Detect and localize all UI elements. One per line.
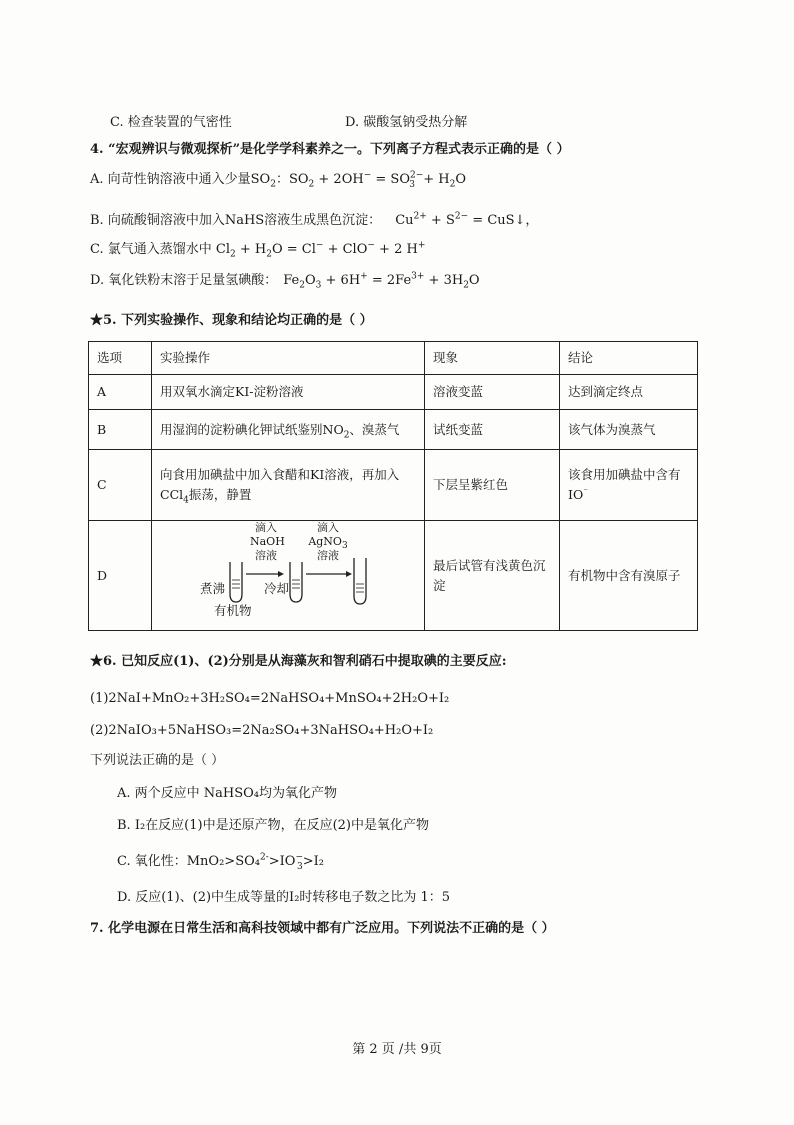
q4-c-eq1: + H [235, 242, 267, 257]
row-c-op-a: 向食用加碘盐中加入食醋和KI溶液，再加入CCl [160, 467, 400, 502]
q6-reaction-2: (2)2NaIO₃+5NaHSO₃=2Na₂SO₄+3NaHSO₄+H₂O+I₂ [90, 723, 434, 738]
row-c-phenomenon: 下层呈紫红色 [425, 450, 560, 521]
q6-option-a: A. 两个反应中 NaHSO₄均为氧化产物 [117, 786, 338, 801]
row-b-phenomenon: 试纸变蓝 [425, 410, 560, 450]
table-row [89, 410, 698, 450]
row-d-option: D [89, 521, 152, 631]
q4-b-text: B. 向硫酸铜溶液中加入NaHS溶液生成黑色沉淀： [90, 213, 382, 228]
row-b-conclusion: 该气体为溴蒸气 [560, 410, 698, 450]
arrow-1-head [278, 571, 284, 577]
row-c-conclusion [560, 450, 698, 521]
q4-d-eq2: O [304, 273, 316, 288]
step2-line2: AgNO$_3$ [308, 534, 348, 551]
row-d-conclusion: 有机物中含有溴原子 [560, 521, 698, 631]
row-c-op-b: 振荡，静置 [188, 487, 252, 502]
page-number: 第 2 页 /共 9页 [352, 1042, 442, 1057]
header-phenomenon: 现象 [425, 342, 560, 375]
row-b-op-b: 、溴蒸气 [349, 421, 400, 437]
step1-line3: 溶液 [255, 548, 277, 562]
row-b-op-a: 用湿润的淀粉碘化钾试纸鉴别NO [160, 421, 344, 437]
q6-stem: ★6. 已知反应(1)、(2)分别是从海藻灰和智利硝石中提取碘的主要反应: [90, 654, 507, 669]
row-d-operation-diagram [152, 521, 425, 631]
q4-d-eq3: + 6H [321, 273, 361, 288]
option-d-nahco3-decompose: D. 碳酸氢钠受热分解 [345, 115, 468, 130]
q4-option-b: B. 向硫酸铜溶液中加入NaHS溶液生成黑色沉淀： $Cu^{2+} + S^{2-}$ = CuS↓， [90, 211, 539, 228]
row-a-phenomenon: 溶液变蓝 [425, 375, 560, 410]
q4-a-eq3: = SO [371, 172, 410, 187]
arrow-2-head [346, 571, 352, 577]
row-c-option: C [89, 450, 152, 521]
q4-c-eq3: + ClO [323, 242, 368, 257]
row-d-phenomenon: 最后试管有浅黄色沉淀 [425, 521, 560, 631]
row-a-operation: 用双氧水滴定KI-淀粉溶液 [152, 375, 425, 410]
q4-a-eq4: + H [419, 172, 450, 187]
q6-c-mid: >IO [268, 854, 296, 869]
header-operation: 实验操作 [152, 342, 425, 375]
step1-label [250, 520, 285, 563]
q5-stem: ★5. 下列实验操作、现象和结论均正确的是（ ） [90, 313, 373, 328]
q6-option-c: C. 氧化性：$MnO_2>SO_4^{2-}>IO^-_3>I_2$ [117, 852, 324, 872]
q6-option-d: D. 反应(1)、(2)中生成等量的I₂时转移电子数之比为 1：5 [117, 890, 451, 905]
row-b-option: B [89, 410, 152, 450]
step2-agno: AgNO [308, 534, 342, 548]
q4-b-eq2: + S [426, 213, 455, 228]
step2-label [308, 521, 348, 563]
q4-a-text: A. 向苛性钠溶液中通入少量SO [90, 172, 271, 187]
row-a-option: A [89, 375, 152, 410]
q4-option-a: A. 向苛性钠溶液中通入少量$SO_2$：$SO_2 + 2OH^- = SO^{2-}_3 + H_2O$ [90, 170, 467, 190]
row-a-conclusion: 达到滴定终点 [560, 375, 698, 410]
test-tube-2 [290, 562, 302, 602]
q6-reaction-1: (1)2NaI+MnO₂+3H₂SO₄=2NaHSO₄+MnSO₄+2H₂O+I₂ [90, 691, 450, 706]
q7-stem: 7. 化学电源在日常生活和高科技领域中都有广泛应用。下列说法不正确的是（ ） [90, 921, 555, 936]
table-row [89, 375, 698, 410]
organic-label: 有机物 [214, 602, 252, 618]
q4-b-eq1: Cu [395, 213, 414, 228]
q4-a-eq1: ：SO [275, 172, 309, 187]
row-b-operation: 用湿润的淀粉碘化钾试纸鉴别$NO_2$、溴蒸气 [152, 410, 425, 450]
q4-option-d: D. 氧化铁粉末溶于足量氢碘酸： $Fe_2O_3 + 6H^+ = 2Fe^{3+} + 3H_2O$ [90, 271, 480, 291]
table-row [89, 450, 698, 521]
q4-d-eq5: + 3H [424, 273, 464, 288]
q6-ask: 下列说法正确的是（ ） [90, 753, 225, 768]
q6-c-pre: C. 氧化性：MnO₂>SO₄ [117, 854, 260, 869]
q6-c-post: >I₂ [302, 854, 324, 869]
cool-label: 冷却 [264, 580, 290, 596]
q4-stem: 4. “宏观辨识与微观探析”是化学学科素养之一。下列离子方程式表示正确的是（ ） [90, 142, 570, 157]
header-option: 选项 [89, 342, 152, 375]
q4-a-eq5: O [455, 172, 467, 187]
row-c-con-a: 该食用加碘盐中含有IO [568, 467, 681, 502]
step1-line2: NaOH [250, 534, 285, 548]
q4-option-c: C. 氯气通入蒸馏水中 $Cl_2 + H_2O = Cl^- + ClO^- + 2$ H+ [90, 240, 426, 260]
table-header-row [89, 342, 698, 375]
step2-line1: 滴入 [317, 520, 339, 534]
q5-experiment-table [88, 341, 698, 631]
step2-line3: 溶液 [317, 548, 339, 562]
q4-d-text: D. 氧化铁粉末溶于足量氢碘酸： [90, 273, 278, 288]
q6-option-b: B. I₂在反应(1)中是还原产物，在反应(2)中是氧化产物 [117, 818, 429, 833]
q4-c-text: C. 氯气通入蒸馏水中 Cl [90, 242, 230, 257]
q4-d-eq1: Fe [283, 273, 300, 288]
q4-a-eq2: + 2OH [314, 172, 364, 187]
table-row [89, 521, 698, 631]
row-c-operation: 向食用加碘盐中加入食醋和KI溶液，再加入CCl$_4$振荡，静置 [152, 450, 425, 521]
boil-label: 煮沸 [200, 580, 226, 596]
test-tube-3 [354, 558, 366, 604]
q4-c-eq4: + 2 H [374, 242, 418, 257]
row-c-con-b: ⁻ [583, 486, 588, 497]
header-conclusion: 结论 [560, 342, 698, 375]
q4-d-eq4: = 2Fe [367, 273, 412, 288]
q4-c-eq2: O = Cl [271, 242, 316, 257]
test-tube-1 [230, 562, 242, 602]
q4-d-eq6: O [468, 273, 480, 288]
option-c-check-airtightness: C. 检查装置的气密性 [110, 115, 232, 130]
q4-b-eq3: = CuS↓， [468, 213, 539, 228]
test-tube-diagram [152, 522, 408, 630]
step1-line1: 滴入 [255, 520, 277, 534]
